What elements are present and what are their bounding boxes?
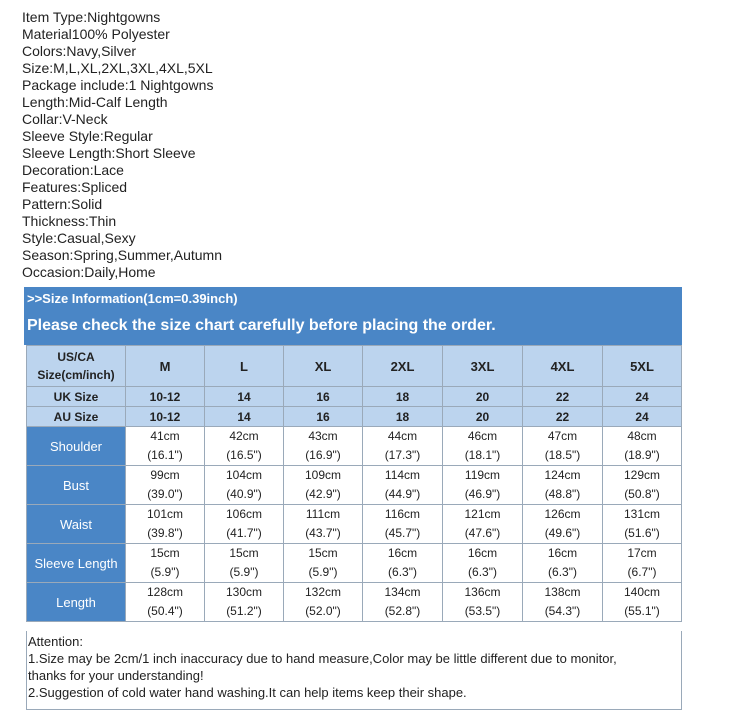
measurement-cell: [523, 466, 603, 505]
measurement-cell: [363, 544, 443, 583]
measurement-inch: (18.5"): [544, 448, 581, 462]
measurement-cm: 15cm: [308, 546, 338, 560]
note-line: 1.Size may be 2cm/1 inch inaccuracy due to hand measure,Color may be little different due to monitor,: [28, 651, 617, 666]
measurement-cm: 41cm: [150, 429, 180, 443]
measurement-cell: [284, 466, 363, 505]
measurement-inch: (5.9"): [150, 565, 180, 579]
measurement-cm: 140cm: [623, 585, 661, 599]
spec-item: Package include:1 Nightgowns: [22, 77, 214, 93]
measurement-label: Bust: [27, 466, 126, 505]
measurement-cell: [205, 544, 284, 583]
measurement-inch: (16.1"): [147, 448, 183, 462]
au-size-label: AU Size: [27, 407, 126, 427]
measurement-cell: [603, 544, 682, 583]
measurement-inch: (49.6"): [544, 526, 581, 540]
measurement-row: [27, 427, 682, 466]
measurement-cell: [363, 505, 443, 544]
uk-size-cell: 10-12: [126, 387, 205, 407]
size-info-subtitle: Please check the size chart carefully before placing the order.: [27, 317, 496, 334]
measurement-cell: [523, 505, 603, 544]
size-chart: [24, 287, 682, 710]
measurement-inch: (16.5"): [226, 448, 262, 462]
measurement-cm: 104cm: [225, 468, 263, 482]
measurement-cm: 111cm: [305, 507, 341, 521]
au-size-cell: 16: [284, 407, 363, 427]
measurement-inch: (51.2"): [226, 604, 262, 618]
measurement-cm: 43cm: [308, 429, 338, 443]
measurement-inch: (44.9"): [384, 487, 421, 501]
measurement-inch: (51.6"): [624, 526, 660, 540]
size-header-cell: M: [126, 346, 205, 387]
measurement-cm: 48cm: [627, 429, 657, 443]
uk-size-cell: 24: [603, 387, 682, 407]
measurement-inch: (40.9"): [226, 487, 262, 501]
measurement-row: [27, 544, 682, 583]
measurement-inch: (48.8"): [544, 487, 581, 501]
measurement-cm: 15cm: [150, 546, 180, 560]
measurement-inch: (18.9"): [624, 448, 660, 462]
measurement-cell: [603, 505, 682, 544]
measurement-inch: (45.7"): [384, 526, 421, 540]
measurement-inch: (6.7"): [627, 565, 657, 579]
product-spec-list: [22, 9, 222, 281]
measurement-inch: (5.9"): [229, 565, 259, 579]
size-table: [26, 345, 682, 622]
measurement-cm: 129cm: [623, 468, 661, 482]
spec-item: Decoration:Lace: [22, 162, 124, 178]
spec-item: Collar:V-Neck: [22, 111, 108, 127]
spec-item: Sleeve Length:Short Sleeve: [22, 145, 196, 161]
measurement-cell: [126, 583, 205, 622]
size-header-label-line: Size(cm/inch): [37, 368, 115, 382]
measurement-inch: (46.9"): [464, 487, 501, 501]
measurement-cell: [603, 583, 682, 622]
spec-item: Item Type:Nightgowns: [22, 9, 161, 25]
uk-size-row: [27, 387, 682, 407]
attention-heading: Attention:: [28, 634, 83, 649]
uk-size-cell: 14: [205, 387, 284, 407]
spec-item: Pattern:Solid: [22, 196, 103, 212]
measurement-inch: (6.3"): [548, 565, 577, 579]
measurement-inch: (42.9"): [305, 487, 341, 501]
measurement-inch: (41.7"): [226, 526, 262, 540]
measurement-inch: (17.3"): [384, 448, 421, 462]
au-size-cell: 24: [603, 407, 682, 427]
measurement-inch: (6.3"): [468, 565, 497, 579]
measurement-cell: [443, 583, 523, 622]
spec-item: Style:Casual,Sexy: [22, 230, 136, 246]
measurement-inch: (39.8"): [147, 526, 183, 540]
measurement-cm: 16cm: [467, 546, 498, 560]
measurement-cm: 126cm: [544, 507, 581, 521]
uk-size-cell: 22: [523, 387, 603, 407]
measurement-cell: [205, 427, 284, 466]
measurement-cm: 138cm: [544, 585, 581, 599]
measurement-label: Shoulder: [27, 427, 126, 466]
attention-notes: [26, 631, 682, 710]
measurement-cell: [284, 427, 363, 466]
au-size-cell: 18: [363, 407, 443, 427]
measurement-cm: 134cm: [384, 585, 421, 599]
measurement-cm: 46cm: [467, 429, 498, 443]
measurement-cm: 47cm: [547, 429, 578, 443]
measurement-inch: (53.5"): [464, 604, 501, 618]
spec-item: Material100% Polyester: [22, 26, 170, 42]
measurement-row: [27, 466, 682, 505]
size-header-label-line: US/CA: [57, 350, 95, 364]
size-info-title: >>Size Information(1cm=0.39inch): [27, 291, 238, 306]
measurement-inch: (50.8"): [624, 487, 660, 501]
measurement-cm: 119cm: [464, 468, 501, 482]
measurement-cell: [205, 583, 284, 622]
measurement-inch: (55.1"): [624, 604, 660, 618]
spec-item: Sleeve Style:Regular: [22, 128, 153, 144]
size-header-cell: 5XL: [603, 346, 682, 387]
spec-item: Size:M,L,XL,2XL,3XL,4XL,5XL: [22, 60, 213, 76]
size-header-cell: L: [205, 346, 284, 387]
note-line: 2.Suggestion of cold water hand washing.It can help items keep their shape.: [28, 685, 467, 700]
measurement-cell: [205, 505, 284, 544]
measurement-inch: (50.4"): [147, 604, 183, 618]
measurement-inch: (54.3"): [544, 604, 581, 618]
measurement-cell: [284, 505, 363, 544]
size-header-cell: 3XL: [443, 346, 523, 387]
measurement-cm: 106cm: [225, 507, 263, 521]
measurement-cell: [205, 466, 284, 505]
measurement-cell: [284, 583, 363, 622]
measurement-cell: [443, 427, 523, 466]
measurement-label: Length: [27, 583, 126, 622]
measurement-cm: 16cm: [387, 546, 418, 560]
au-size-cell: 20: [443, 407, 523, 427]
measurement-cell: [363, 466, 443, 505]
measurement-cell: [126, 505, 205, 544]
measurement-cell: [363, 427, 443, 466]
uk-size-cell: 18: [363, 387, 443, 407]
uk-size-cell: 20: [443, 387, 523, 407]
size-info-banner: [24, 287, 682, 345]
measurement-inch: (47.6"): [464, 526, 501, 540]
measurement-inch: (52.0"): [305, 604, 341, 618]
measurement-inch: (18.1"): [464, 448, 501, 462]
measurement-inch: (6.3"): [388, 565, 417, 579]
spec-item: Occasion:Daily,Home: [22, 264, 156, 280]
measurement-cell: [523, 544, 603, 583]
measurement-inch: (43.7"): [305, 526, 341, 540]
spec-item: Colors:Navy,Silver: [22, 43, 137, 59]
measurement-cm: 42cm: [229, 429, 259, 443]
measurement-cm: 130cm: [225, 585, 263, 599]
measurement-cm: 124cm: [544, 468, 581, 482]
measurement-cm: 44cm: [387, 429, 418, 443]
measurement-row: [27, 583, 682, 622]
measurement-cm: 128cm: [146, 585, 184, 599]
au-size-cell: 10-12: [126, 407, 205, 427]
measurement-cell: [126, 427, 205, 466]
au-size-row: [27, 407, 682, 427]
measurement-cm: 109cm: [304, 468, 342, 482]
measurement-cm: 17cm: [627, 546, 657, 560]
measurement-label: Waist: [27, 505, 126, 544]
measurement-cm: 15cm: [229, 546, 259, 560]
measurement-cell: [603, 427, 682, 466]
measurement-inch: (16.9"): [305, 448, 341, 462]
size-header-cell: 4XL: [523, 346, 603, 387]
measurement-cm: 131cm: [623, 507, 661, 521]
measurement-cell: [126, 544, 205, 583]
spec-item: Length:Mid-Calf Length: [22, 94, 168, 110]
size-header-label: [27, 346, 126, 387]
measurement-cm: 99cm: [150, 468, 180, 482]
measurement-cell: [523, 583, 603, 622]
measurement-cm: 101cm: [146, 507, 184, 521]
spec-item: Thickness:Thin: [22, 213, 117, 229]
measurement-cm: 116cm: [384, 507, 421, 521]
measurement-cm: 136cm: [464, 585, 501, 599]
note-line: thanks for your understanding!: [28, 668, 204, 683]
measurement-cell: [523, 427, 603, 466]
measurement-cm: 132cm: [304, 585, 342, 599]
measurement-cell: [363, 583, 443, 622]
measurement-cell: [443, 544, 523, 583]
uk-size-cell: 16: [284, 387, 363, 407]
measurement-inch: (39.0"): [147, 487, 183, 501]
measurement-cm: 16cm: [547, 546, 578, 560]
measurement-cell: [126, 466, 205, 505]
spec-item: Season:Spring,Summer,Autumn: [22, 247, 222, 263]
measurement-cell: [443, 505, 523, 544]
measurement-inch: (5.9"): [308, 565, 338, 579]
au-size-cell: 14: [205, 407, 284, 427]
au-size-cell: 22: [523, 407, 603, 427]
size-header-cell: XL: [284, 346, 363, 387]
measurement-cm: 121cm: [464, 507, 501, 521]
uk-size-label: UK Size: [27, 387, 126, 407]
size-header-row: [27, 346, 682, 387]
spec-item: Features:Spliced: [22, 179, 128, 195]
measurement-cell: [443, 466, 523, 505]
size-header-cell: 2XL: [363, 346, 443, 387]
measurement-cell: [603, 466, 682, 505]
measurement-cell: [284, 544, 363, 583]
measurement-label: Sleeve Length: [27, 544, 126, 583]
measurement-inch: (52.8"): [384, 604, 421, 618]
measurement-cm: 114cm: [384, 468, 421, 482]
measurement-row: [27, 505, 682, 544]
